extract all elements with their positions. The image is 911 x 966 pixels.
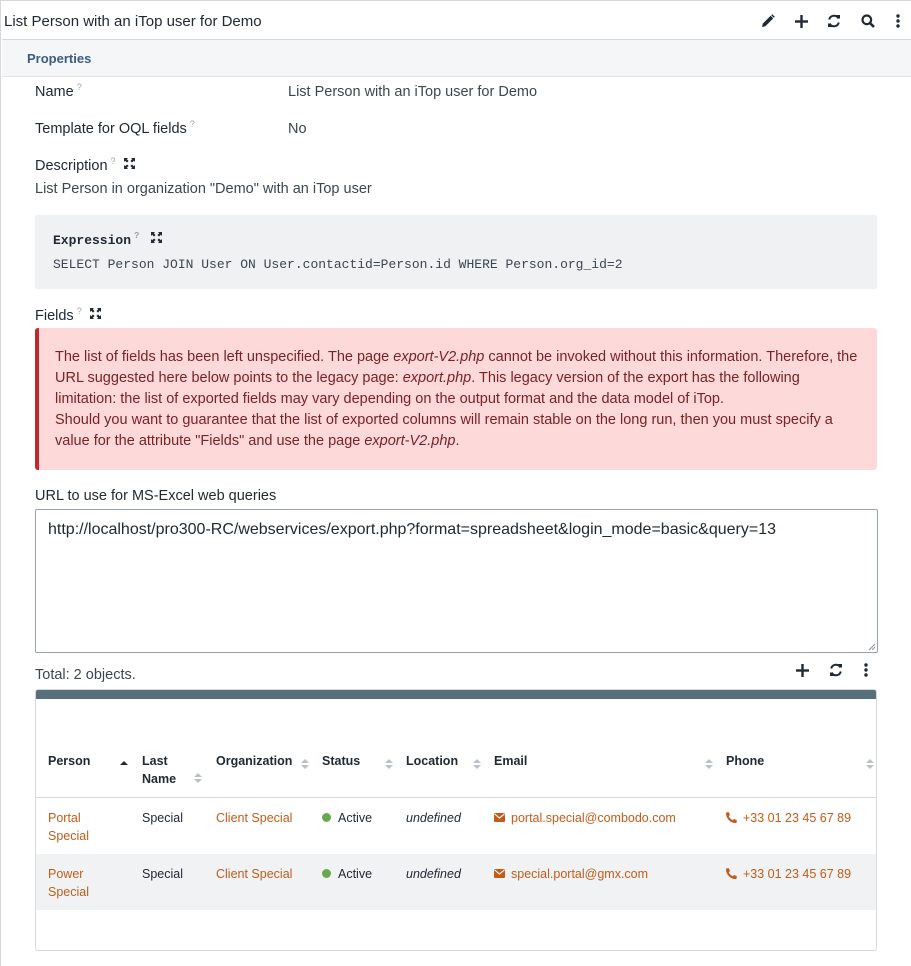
edit-icon[interactable] — [759, 12, 777, 30]
phone-link[interactable]: +33 01 23 45 67 89 — [726, 809, 851, 827]
column-header-status[interactable]: Status — [322, 754, 361, 768]
fields-label: Fields ? — [35, 308, 101, 324]
organization-link[interactable]: Client Special — [216, 867, 293, 881]
description-label: Description ? — [35, 158, 135, 174]
column-header-email[interactable]: Email — [494, 754, 528, 768]
sort-icon[interactable] — [301, 758, 309, 770]
status-active-icon — [322, 813, 331, 822]
status-active-icon — [322, 869, 331, 878]
column-header-last-name[interactable]: Last Name — [142, 754, 177, 786]
email-link[interactable]: portal.special@combodo.com — [494, 809, 676, 827]
more-icon[interactable] — [889, 12, 907, 30]
results-table — [35, 689, 877, 951]
person-link[interactable]: Power Special — [48, 867, 89, 899]
template-value: No — [288, 121, 307, 137]
column-header-organization[interactable]: Organization — [216, 754, 293, 768]
help-icon[interactable]: ? — [110, 156, 116, 166]
expression-label: Expression ? — [53, 233, 162, 248]
envelope-icon — [494, 813, 505, 822]
sort-icon[interactable] — [385, 758, 393, 770]
list-total: Total: 2 objects. — [35, 667, 136, 683]
refresh-icon[interactable] — [825, 12, 843, 30]
help-icon[interactable]: ? — [134, 231, 140, 241]
phone-link[interactable]: +33 01 23 45 67 89 — [726, 865, 851, 883]
page-title: List Person with an iTop user for Demo — [4, 13, 262, 30]
tab-bar — [2, 40, 911, 77]
organization-link[interactable]: Client Special — [216, 811, 293, 825]
location-cell: undefined — [406, 867, 461, 881]
sort-icon[interactable] — [473, 758, 481, 770]
template-label: Template for OQL fields ? — [35, 119, 195, 137]
name-label: Name ? — [35, 82, 82, 100]
help-icon[interactable]: ? — [76, 82, 82, 92]
more-icon[interactable] — [857, 661, 875, 679]
phone-icon — [726, 868, 737, 879]
table-top-bar — [36, 690, 876, 699]
location-cell: undefined — [406, 811, 461, 825]
description-value: List Person in organization "Demo" with an iTop user — [35, 181, 372, 197]
column-header-location[interactable]: Location — [406, 754, 459, 768]
table-row — [36, 854, 876, 910]
sort-asc-icon[interactable] — [120, 758, 128, 770]
expand-icon[interactable] — [124, 157, 135, 173]
add-icon[interactable] — [793, 661, 811, 679]
expression-value: SELECT Person JOIN User ON User.contactid=Person.id WHERE Person.org_id=2 — [53, 257, 623, 272]
table-row — [36, 798, 876, 854]
tab-properties[interactable]: Properties — [27, 51, 92, 66]
sort-icon[interactable] — [705, 758, 713, 770]
help-icon[interactable]: ? — [76, 306, 82, 316]
column-header-phone[interactable]: Phone — [726, 754, 765, 768]
sort-icon[interactable] — [866, 758, 874, 770]
expand-icon[interactable] — [151, 232, 162, 247]
name-value: List Person with an iTop user for Demo — [288, 84, 538, 100]
url-label: URL to use for MS-Excel web queries — [35, 488, 277, 504]
expression-box — [35, 215, 877, 289]
person-link[interactable]: Portal Special — [48, 811, 89, 843]
status-cell: Active — [322, 865, 372, 883]
status-cell: Active — [322, 809, 372, 827]
panel-header — [2, 2, 911, 40]
search-icon[interactable] — [859, 12, 877, 30]
column-header-person[interactable]: Person — [48, 754, 91, 768]
expand-icon[interactable] — [90, 307, 101, 323]
url-textarea[interactable] — [35, 509, 878, 653]
url-value: http://localhost/pro300-RC/webservices/export.php?format=spreadsheet&login_mode=basic&query=13 — [48, 521, 776, 538]
last-name-cell: Special — [142, 811, 183, 825]
envelope-icon — [494, 869, 505, 878]
sort-icon[interactable] — [194, 772, 202, 784]
last-name-cell: Special — [142, 867, 183, 881]
fields-warning-alert: The list of fields has been left unspecified. The page export-V2.php cannot be invoked without this information. Therefore, the URL suggested here below points to the legacy page: export.php. This legacy version of the export has the following limitation: the list of exported fields may vary depending on the output format and the data model of iTop. Should you want to guarantee that the list of exported columns will remain stable on the long run, then you must specify a value for the attribute "Fields" and use the page export-V2.php. — [35, 328, 877, 470]
help-icon[interactable]: ? — [189, 119, 195, 129]
refresh-icon[interactable] — [827, 661, 845, 679]
resize-grip-icon[interactable] — [868, 643, 876, 651]
phone-icon — [726, 812, 737, 823]
email-link[interactable]: special.portal@gmx.com — [494, 865, 648, 883]
add-icon[interactable] — [792, 12, 810, 30]
